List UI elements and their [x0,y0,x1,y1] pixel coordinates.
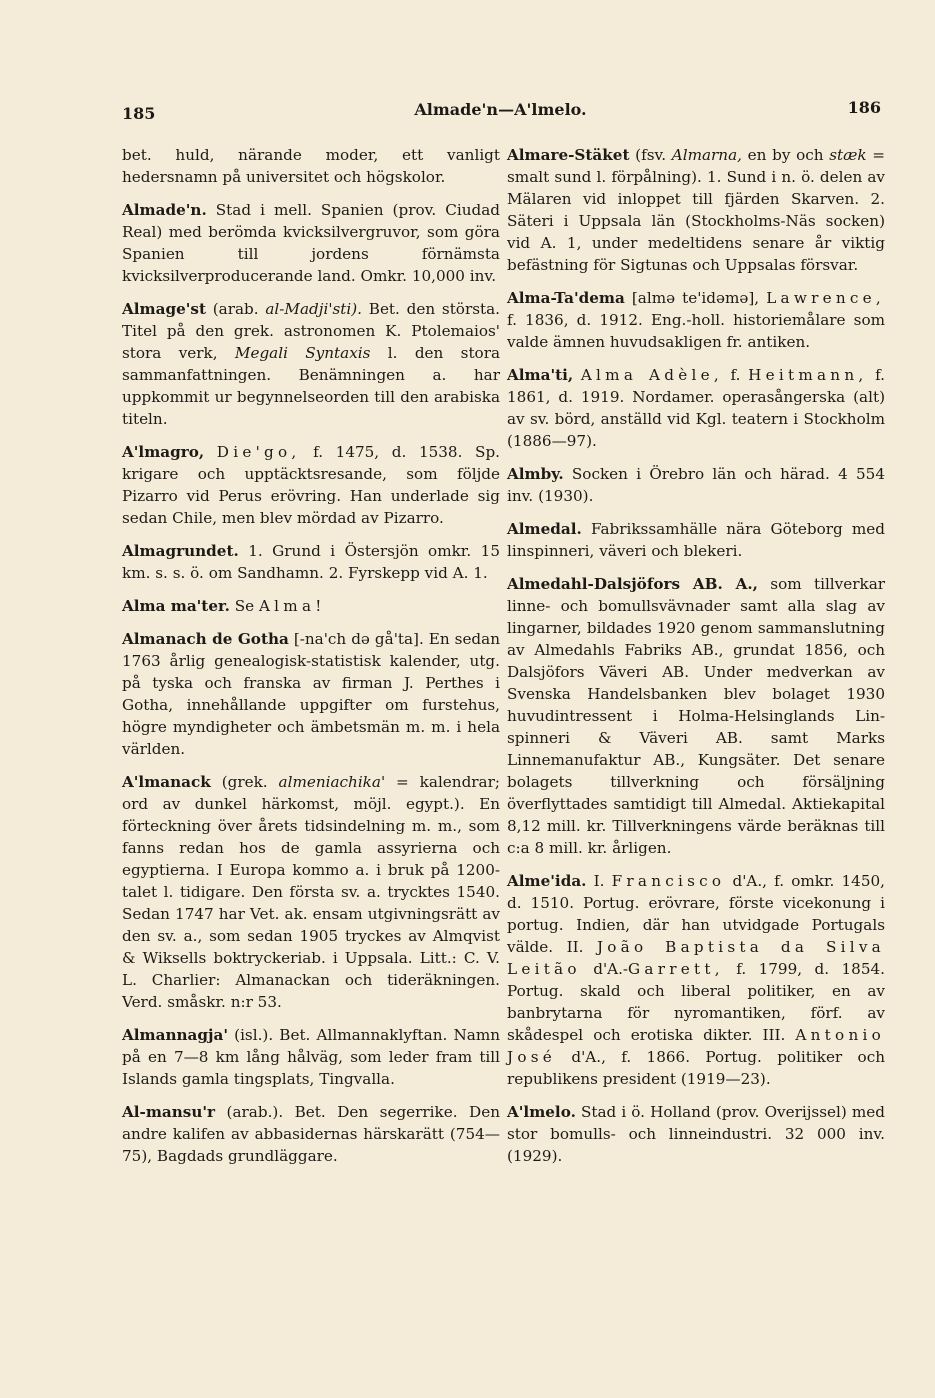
entry-text: (isl.). Bet. Allmannaklyftan. Namn på en 7—8 km lång hålväg, som leder fram till Islands gamla tingsplats, Tingvalla. [122,1026,500,1088]
entry-alma-tadema [507,287,885,353]
entry-alma-mater [122,595,500,617]
entry-text [573,366,581,384]
running-header [118,98,883,124]
entry-text: (fsv. [629,146,672,164]
entry-almannagja [122,1024,500,1090]
page-number-left: 185 [122,104,156,123]
left-column [122,144,500,1178]
entry-text: bet. huld, närande moder, ett vanligt hedersnamn på universitet och högskolor. [122,146,500,186]
entry-headword: Almedal. [507,520,582,538]
spaced-name: Alma Adèle, [580,366,723,384]
entry-almedal [507,518,885,562]
entry-headword: Almedahl-Dalsjöfors AB. A., [507,575,758,593]
right-column [507,144,885,1178]
spaced-name: João Baptista da Silva Leitão [507,938,885,978]
entry-headword: Alma'ti, [507,366,574,384]
entry-text: d'A., f. omkr. 1450, d. 1510. Portug. erövrare, förste vicekonung i portug. Indien, där han utvidgade Portugals välde. II. [507,872,885,956]
entry-text: som tillverkar linne- och bomullsvävnader samt alla slag av lingarner, bildades 1920 genom sammanslutning av Almedahls Fabriks AB., grundat 1856, och Dalsjöfors Väveri AB. Under medverkan av Svenska Handelsbanken blev bolaget 1930 huvudintressent i Holma-Helsinglands Lin-spinneri & Väveri AB. samt Marks Linnemanufaktur AB., Kungsäter. Det senare bolagets tillverkning och försäljning överflyttades samtidigt till Almedal. Aktiekapital 8,12 mill. kr. Tillverkningens värde beräknas till c:a 8 mill. kr. årligen. [507,575,886,857]
entry-almagest [122,298,500,430]
page-number-right: 186 [847,98,881,117]
entry-headword: Alma ma'ter. [122,597,230,615]
entry-text: [-na'ch də gå'ta]. En sedan 1763 årlig genealogisk-statistisk kalender, utg. på tyska och franska av firman J. Perthes i Gotha, innehållande uppgifter om furstehus, högre myndigheter och ämbetsmän m. m. i hela världen. [122,630,500,758]
entry-text: l. den stora sammanfattningen. Benämningen a. har uppkommit ur begynnelseorden till den arabiska titeln. [122,344,501,428]
italic-term: stæk [829,146,867,164]
entry-text: f. 1475, d. 1538. Sp. krigare och upptäcktsresande, som följde Pizarro vid Perus erövring. Han underlade sig sedan Chile, men blev mördad av Pizarro. [122,443,501,527]
entry-text: f. [722,366,749,384]
entry-headword: Al-mansu'r [122,1103,216,1121]
entry-text: Stad i mell. Spanien (prov. Ciudad Real) med berömda kvicksilvergruvor, som göra Spanien till jordens förnämsta kvicksilverproducerande land. Omkr. 10,000 inv. [122,201,500,285]
entry-text: (grek. [210,773,279,791]
entry-almelo [507,1101,885,1167]
italic-term: almeniachika' [278,773,386,791]
entry-headword: Alma-Ta'dema [507,289,625,307]
spaced-name: Heitmann, [748,366,868,384]
entry-text: (arab. [205,300,266,318]
entry-text: Stad i ö. Holland (prov. Overijssel) med stor bomulls- och linneindustri. 32 000 inv. (1929). [507,1103,885,1165]
italic-term: Megali Syntaxis [234,344,371,362]
entry-headword: A'lmanack [122,773,211,791]
entry-almagro [122,441,500,529]
entry-headword: Almby. [507,465,564,483]
entry-headword: Almage'st [122,300,206,318]
entry-text: d'A., f. 1866. Portug. politiker och republikens president (1919—23). [507,1048,885,1088]
italic-term: al-Madji'sti). [265,300,362,318]
spaced-name: Alma! [258,597,326,615]
entry-text: f. 1861, d. 1919. Nordamer. operasångerska (alt) av sv. börd, anställd vid Kgl. teatern i Stockholm (1886—97). [507,366,885,450]
spaced-name: Die'go, [216,443,301,461]
entry-almanack [122,771,500,1013]
entry-text: f. 1799, d. 1854. Portug. skald och liberal politiker, en av banbrytarna för nyromantiken, förf. av skådespel och erotiska dikter. III. [507,960,885,1044]
entry-almati [507,364,885,452]
entry-headword: Almanach de Gotha [122,630,289,648]
entry-text: Fabrikssamhälle nära Göteborg med linspinneri, väveri och blekeri. [507,520,885,560]
entry-almagrundet [122,540,500,584]
entry-text: Se [229,597,259,615]
entry-text: = kalendrar; ord av dunkel härkomst, möjl. egypt.). En förteckning över årets tidsindelning m. m., som fanns redan hos de gamla assyrierna och egyptierna. I Europa kommo a. i bruk på 1200-talet l. tidigare. Den första sv. a. trycktes 1540. Sedan 1747 har Vet. ak. ensam utgivningsrätt av den sv. a., som sedan 1905 tryckes av Almqvist & Wiksells boktryckeriab. i Uppsala. Litt.: C. V. L. Charlier: Almanackan och tideräkningen. Verd. småskr. n:r 53. [122,773,500,1011]
spaced-name: Antonio José [507,1026,885,1066]
entry-almedahl-dalsjofors [507,573,885,859]
entry-text: 1. Grund i Östersjön omkr. 15 km. s. s. ö. om Sandhamn. 2. Fyrskepp vid A. 1. [122,542,500,582]
entry-headword: A'lmagro, [122,443,205,461]
entry-headword: A'lmelo. [507,1103,576,1121]
entry-headword: Almade'n. [122,201,207,219]
spaced-name: Lawrence, [766,289,885,307]
entry-headword: Almannagja' [122,1026,228,1044]
running-title: Almade'n—A'lmelo. [414,100,587,119]
spaced-name: Garrett, [628,960,724,978]
entry-text: Socken i Örebro län och härad. 4 554 inv. (1930). [507,465,885,505]
entry-almaden [122,199,500,287]
entry-text: I. [586,872,612,890]
entry-almby [507,463,885,507]
entry-text: d'A.- [580,960,629,978]
spaced-name: Francisco [611,872,726,890]
entry-almanach-de-gotha [122,628,500,760]
entry-almeida [507,870,885,1090]
entry-text [204,443,217,461]
entry-text: [almə te'idəmə], [624,289,767,307]
entry-text: = smalt sund l. förpålning). 1. Sund i n. ö. delen av Mälaren vid inloppet till fjärden Skarven. 2. Säteri i Uppsala län (Stockholms-Näs socken) vid A. 1, under medeltidens senare år viktig befästning för Sigtunas och Uppsalas försvar. [507,146,885,274]
entry-almare-staket [507,144,885,276]
entry-text: f. 1836, d. 1912. Eng.-holl. historiemålare som valde ämnen huvudsakligen fr. antiken. [507,311,885,351]
entry-headword: Almare-Stäket [507,146,630,164]
entry-text: Bet. den största. Titel på den grek. astronomen K. Ptolemaios' stora verk, [122,300,500,362]
entry-bet-cont [122,144,500,188]
italic-term: Almarna, [671,146,742,164]
entry-headword: Almagrundet. [122,542,239,560]
entry-text: (arab.). Bet. Den segerrike. Den andre kalifen av abbasidernas härskarätt (754—75), Bagdads grundläggare. [122,1103,500,1165]
entry-al-mansur [122,1101,500,1167]
entry-headword: Alme'ida. [507,872,587,890]
entry-text: en by och [741,146,830,164]
